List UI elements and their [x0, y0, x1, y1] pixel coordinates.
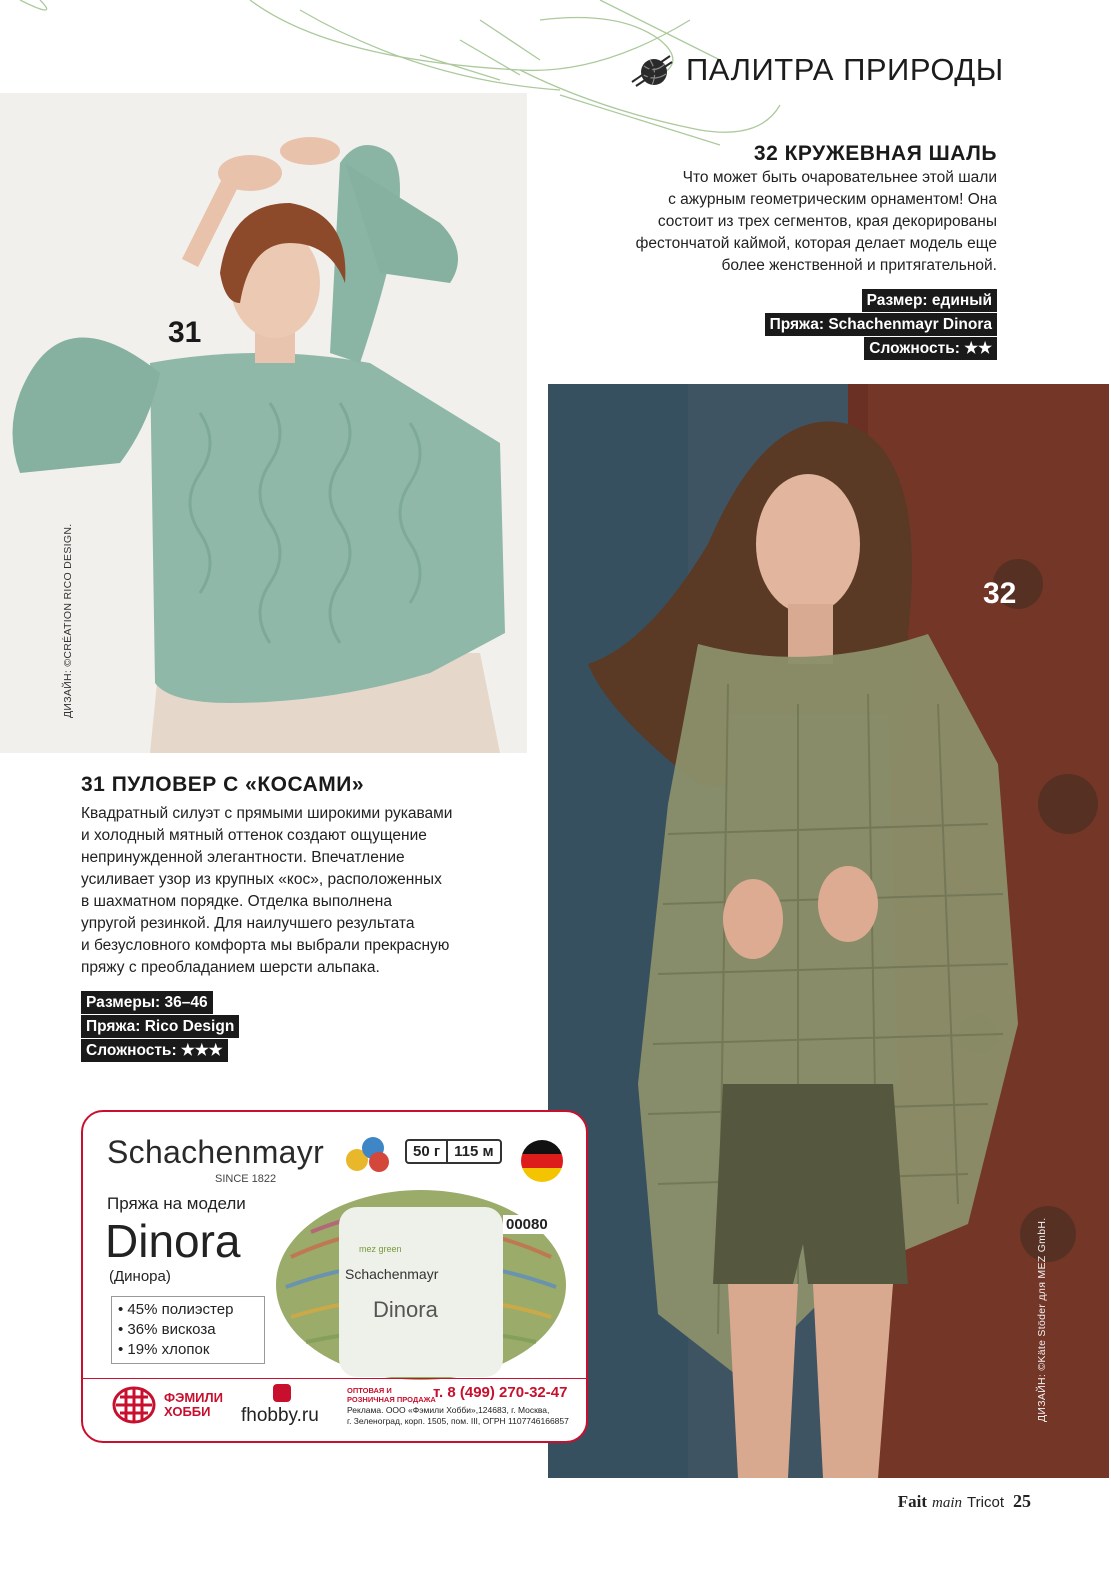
brand-since: SINCE 1822	[215, 1173, 277, 1185]
section-title: ПАЛИТРА ПРИРОДЫ	[686, 52, 1004, 87]
weight-length-box	[405, 1139, 502, 1164]
magazine-name-italic: main	[932, 1495, 963, 1511]
retailer-phone[interactable]: т. 8 (499) 270-32-47	[433, 1384, 568, 1401]
composition-item: • 45% полиэстер	[118, 1301, 234, 1318]
article-line: фестончатой каймой, которая делает модель еще	[635, 235, 997, 252]
spec-list-32	[765, 289, 997, 360]
spec-difficulty: Сложность: ★★	[864, 337, 997, 360]
page-footer	[898, 1491, 1031, 1512]
family-hobby-logo-icon	[110, 1385, 158, 1425]
ad-divider	[83, 1378, 586, 1379]
brand-name: Schachenmayr	[107, 1134, 325, 1170]
article-line: непринужденной элегантности. Впечатление	[81, 849, 405, 866]
article-line: состоит из трех сегментов, края декорированы	[657, 213, 997, 230]
item-number-31: 31	[168, 316, 202, 349]
legal-text	[347, 1405, 587, 1426]
label-yarn-text: Dinora	[373, 1297, 438, 1322]
yarn-name: Dinora	[105, 1215, 241, 1267]
yarn-name-ru: (Динора)	[109, 1268, 171, 1285]
label-brand-text: Schachenmayr	[345, 1266, 439, 1282]
legal-line: Реклама. ООО «Фэмили Хобби»,124683, г. Москва,	[347, 1405, 550, 1415]
spec-yarn: Пряжа: Rico Design	[81, 1015, 239, 1038]
article-line: с ажурным геометрическим орнаментом! Она	[668, 191, 997, 208]
wholesale-label: ОПТОВАЯ И РОЗНИЧНАЯ ПРОДАЖА	[347, 1386, 436, 1404]
germany-flag-icon	[521, 1140, 563, 1182]
article-title-32: 32 КРУЖЕВНАЯ ШАЛЬ	[753, 142, 997, 165]
yarn-skein-image	[271, 1177, 571, 1382]
composition-box	[111, 1296, 265, 1364]
retailer-name-line: ФЭМИЛИ	[164, 1390, 223, 1405]
yarn-balls-logo-icon	[343, 1134, 393, 1174]
model-label: Пряжа на модели	[107, 1194, 246, 1213]
spec-size: Размеры: 36–46	[81, 991, 213, 1014]
photo-shawl-32	[548, 384, 1109, 1478]
article-line: и холодный мятный оттенок создают ощущение	[81, 827, 427, 844]
article-line: пряжу с преобладанием шерсти альпака.	[81, 959, 380, 976]
article-line: Квадратный силуэт с прямыми широкими рукавами	[81, 805, 453, 822]
photo-pullover-31	[0, 93, 527, 753]
composition-item: • 36% вискоза	[118, 1321, 216, 1338]
article-line: упругой резинкой. Для наилучшего результата	[81, 915, 415, 932]
legal-line: г. Зеленоград, корп. 1505, пом. III, ОГРН 1107746166857	[347, 1415, 569, 1426]
article-line: и безусловного комфорта мы выбрали прекрасную	[81, 937, 450, 954]
photo-credit-32: ДИЗАЙН: ©Käte Stöder для MEZ GmbH.	[1036, 1217, 1048, 1422]
yarn-advertisement[interactable]	[81, 1110, 588, 1443]
skein-length: 115 м	[446, 1141, 499, 1162]
web-icon	[273, 1384, 291, 1402]
composition-item: • 19% хлопок	[118, 1341, 210, 1358]
magazine-name-suffix: Tricot	[967, 1494, 1004, 1511]
spec-list-31	[81, 991, 239, 1062]
label-eco-text: mez green	[359, 1244, 402, 1254]
retailer-name-line: ХОББИ	[164, 1404, 211, 1419]
article-line: Что может быть очаровательнее этой шали	[682, 169, 997, 186]
spec-difficulty: Сложность: ★★★	[81, 1039, 228, 1062]
magazine-name: Fait	[897, 1492, 928, 1511]
article-title-31: 31 ПУЛОВЕР С «КОСАМИ»	[81, 773, 365, 796]
spec-size: Размер: единый	[862, 289, 997, 312]
article-body-31	[81, 803, 521, 979]
article-line: усиливает узор из крупных «кос», расположенных	[81, 871, 442, 888]
item-number-32: 32	[983, 577, 1017, 610]
retailer-name	[164, 1391, 223, 1419]
color-number: 00080	[503, 1215, 551, 1234]
spec-yarn: Пряжа: Schachenmayr Dinora	[765, 313, 997, 336]
article-body-32	[567, 167, 997, 277]
page-number: 25	[1013, 1491, 1031, 1511]
skein-weight: 50 г	[413, 1143, 441, 1160]
article-line: более женственной и притягательной.	[721, 257, 997, 274]
article-line: в шахматном порядке. Отделка выполнена	[81, 893, 392, 910]
section-header	[630, 50, 1004, 90]
photo-credit-31: ДИЗАЙН: ©CRÉATION RICO DESIGN.	[62, 523, 74, 718]
retailer-website-link[interactable]: fhobby.ru	[241, 1405, 319, 1426]
yarn-ball-icon	[630, 52, 674, 88]
